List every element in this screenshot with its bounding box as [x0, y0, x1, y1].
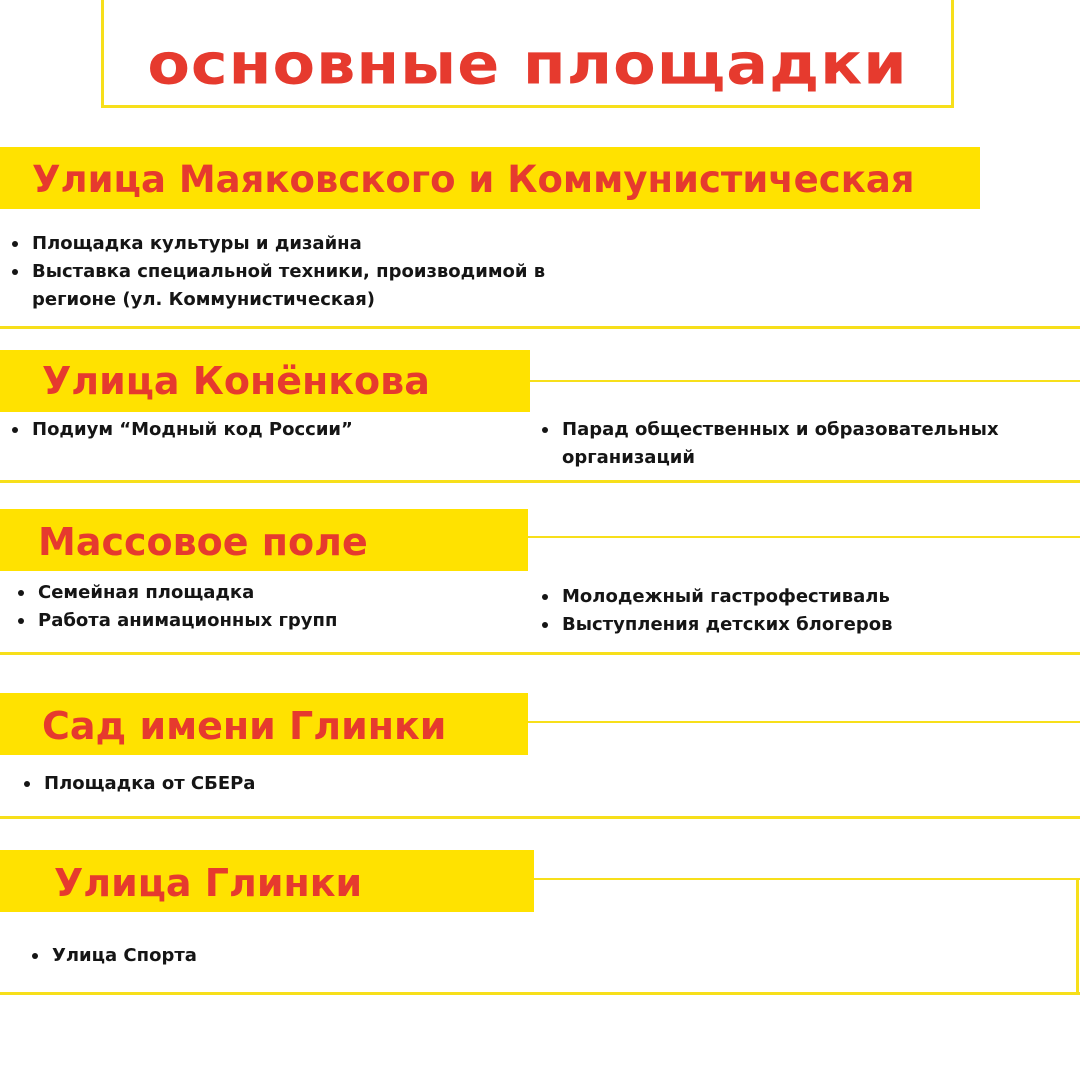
divider	[530, 380, 1080, 382]
section-heading-text: Массовое поле	[38, 520, 368, 564]
list-item: Молодежный гастрофестиваль	[540, 583, 1020, 611]
section-heading-text: Улица Маяковского и Коммунистическая	[32, 158, 915, 201]
page-title: основные площадки	[147, 29, 908, 98]
section-heading-text: Сад имени Глинки	[42, 704, 447, 748]
section-list	[16, 579, 516, 635]
list-item: Выступления детских блогеров	[540, 611, 1020, 639]
frame-right-edge	[1076, 878, 1079, 994]
section-heading-text: Улица Глинки	[54, 861, 363, 905]
divider	[0, 652, 1080, 655]
section-list	[30, 942, 530, 970]
section-heading-massovoe-pole	[0, 509, 528, 571]
list-item: Площадка от СБЕРа	[22, 770, 522, 798]
section-heading-konenkova	[0, 350, 530, 412]
divider	[0, 816, 1080, 819]
list-item: Подиум “Модный код России”	[10, 416, 510, 444]
section-list-right	[540, 583, 1020, 639]
section-list	[10, 230, 550, 314]
divider	[0, 326, 1080, 329]
list-item: Семейная площадка	[16, 579, 516, 607]
list-item: Работа анимационных групп	[16, 607, 516, 635]
section-heading-mayakovskogo	[0, 147, 980, 209]
list-item: Площадка культуры и дизайна	[10, 230, 550, 258]
list-item: Выставка специальной техники, производимой в регионе (ул. Коммунистическая)	[10, 258, 550, 314]
section-list-right	[540, 416, 1020, 472]
title-box	[101, 0, 954, 108]
section-list	[10, 416, 510, 444]
list-item: Парад общественных и образовательных организаций	[540, 416, 1020, 472]
section-heading-sad-glinki	[0, 693, 528, 755]
section-heading-ulitsa-glinki	[0, 850, 534, 912]
divider	[528, 721, 1080, 723]
divider	[0, 480, 1080, 483]
divider	[534, 878, 1080, 880]
section-list	[22, 770, 522, 798]
divider	[0, 992, 1080, 995]
section-heading-text: Улица Конёнкова	[42, 359, 430, 403]
divider	[528, 536, 1080, 538]
list-item: Улица Спорта	[30, 942, 530, 970]
